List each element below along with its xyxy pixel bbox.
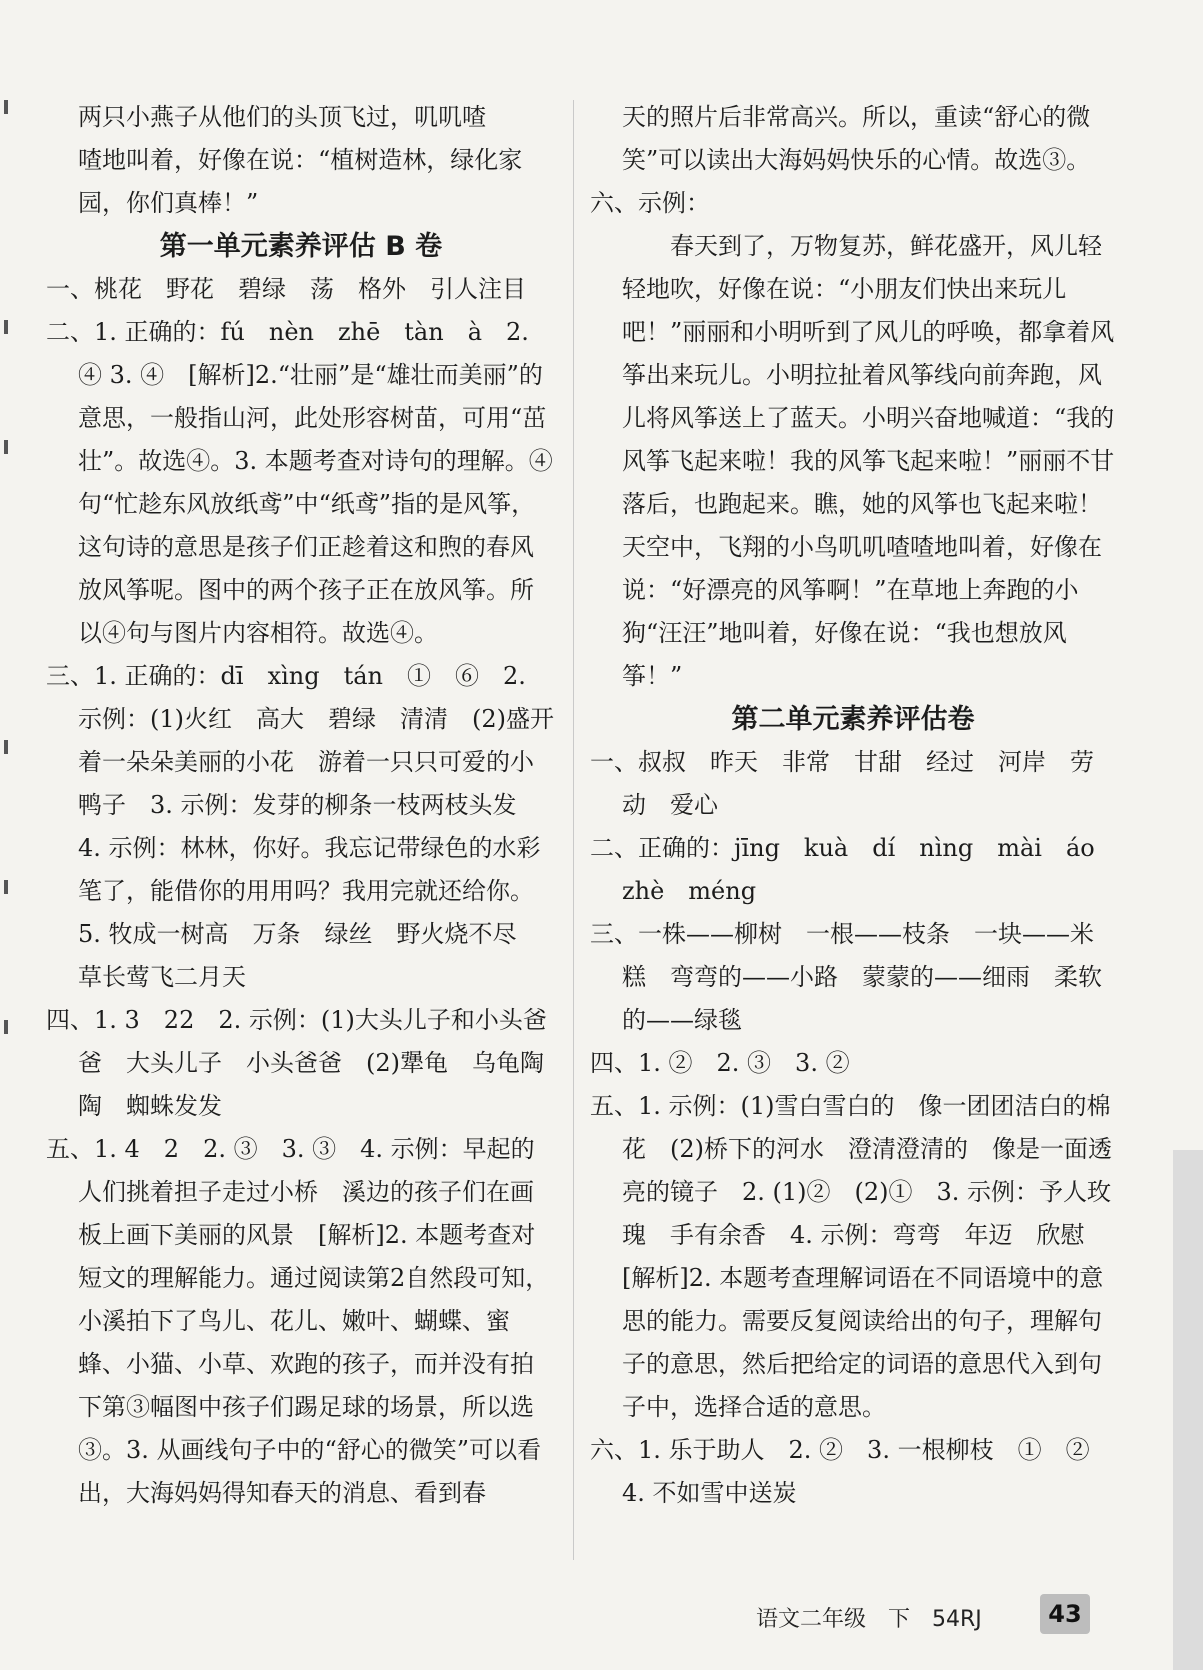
binding-edge-marks [4,90,10,1590]
answer-item: 三、一株——柳树 一根——枝条 一块——米糕 弯弯的——小路 蒙蒙的——细雨 柔软的——绿毯 [590,920,1102,1034]
answer-item: 一、叔叔 昨天 非常 甘甜 经过 河岸 劳动 爱心 [590,748,1094,819]
left-column [46,96,556,1515]
answer-line: 六、示例： [590,189,710,217]
footer-subject: 语文二年级 下 54RJ [756,1607,982,1632]
paragraph: 两只小燕子从他们的头顶飞过，叽叽喳 [78,103,486,131]
paragraph: 天的照片后非常高兴。所以，重读“舒心的微笑”可以读出大海妈妈快乐的心情。故选③。 [622,103,1091,174]
answer-item: 二、正确的：jīng kuà dí nìng mài áo zhè méng [590,834,1119,905]
answer-line: 四、1. ② 2. ③ 3. ② [590,1049,850,1077]
paragraph: 园，你们真棒！” [78,189,259,217]
answer-line: 一、桃花 野花 碧绿 荡 格外 引人注目 [46,275,526,303]
answer-item: 四、1. 3 22 2. 示例：(1)大头儿子和小头爸爸 大头儿子 小头爸爸 (2)犟龟 乌龟陶陶 蜘蛛发发 [46,1006,547,1120]
answer-item: 五、1. 4 2 2. ③ 3. ③ 4. 示例：早起的人们挑着担子走过小桥 溪边的孩子们在画板上画下美丽的风景 [解析]2. 本题考查对短文的理解能力。通过阅读第2自然段可知，小溪拍下了鸟儿、花儿、嫩叶、蝴蝶、蜜蜂、小猫、小草、欢跑的孩子，而并没有拍下第③幅图中孩子们踢足球的场景，所以选③。3. 从画线句子中的“舒心的微笑”可以看出，大海妈妈得知春天的消息、看到春 [46,1135,550,1507]
sample-essay: 春天到了，万物复苏，鲜花盛开，风儿轻轻地吹，好像在说：“小朋友们快出来玩儿吧！”丽丽和小明听到了风儿的呼唤，都拿着风筝出来玩儿。小明拉扯着风筝线向前奔跑，风儿将风筝送上了蓝天。小明兴奋地喊道：“我的风筝飞起来啦！我的风筝飞起来啦！”丽丽不甘落后，也跑起来。瞧，她的风筝也飞起来啦！天空中，飞翔的小鸟叽叽喳喳地叫着，好像在说：“好漂亮的风筝啊！”在草地上奔跑的小狗“汪汪”地叫着，好像在说：“我也想放风筝！” [622,232,1115,690]
paragraph: 喳地叫着，好像在说：“植树造林，绿化家 [78,146,523,174]
page-edge-shadow [1173,1150,1203,1670]
section-title: 第二单元素养评估卷 [731,704,975,735]
page-number: 43 [1040,1594,1090,1634]
section-title: 第一单元素养评估 B 卷 [159,231,443,262]
column-divider [573,100,574,1560]
right-column [590,96,1119,1515]
answer-item: 六、1. 乐于助人 2. ② 3. 一根柳枝 ① ② 4. 不如雪中送炭 [590,1436,1114,1507]
answer-item: 五、1. 示例：(1)雪白雪白的 像一团团洁白的棉花 (2)桥下的河水 澄清澄清的 像是一面透亮的镜子 2. (1)② (2)① 3. 示例：予人玫瑰 手有余香 4. 示例：弯弯 年迈 欣慰 [解析]2. 本题考查理解词语在不同语境中的意思的能力。需要反复阅读给出的句子，理解句子的意思，然后把给定的词语的意思代入到句子中，选择合适的意思。 [590,1092,1112,1421]
answer-item: 二、1. 正确的：fú nèn zhē tàn à 2. ④ 3. ④ [解析]2.“壮丽”是“雄壮而美丽”的意思，一般指山河，此处形容树苗，可用“茁壮”。故选④。3. 本题考查对诗句的理解。④句“忙趁东风放纸鸢”中“纸鸢”指的是风筝，这句诗的意思是孩子们正趁着这和煦的春风放风筝呢。图中的两个孩子正在放风筝。所以④句与图片内容相符。故选④。 [46,318,553,647]
answer-item: 三、1. 正确的：dī xìng tán ① ⑥ 2. 示例：(1)火红 高大 碧绿 清清 (2)盛开着一朵朵美丽的小花 游着一只只可爱的小鸭子 3. 示例：发芽的柳条一枝两枝头发 4. 示例：林林，你好。我忘记带绿色的水彩笔了，能借你的用用吗？我用完就还给你。 5. 牧成一树高 万条 绿丝 野火烧不尽 草长莺飞二月天 [46,662,554,991]
